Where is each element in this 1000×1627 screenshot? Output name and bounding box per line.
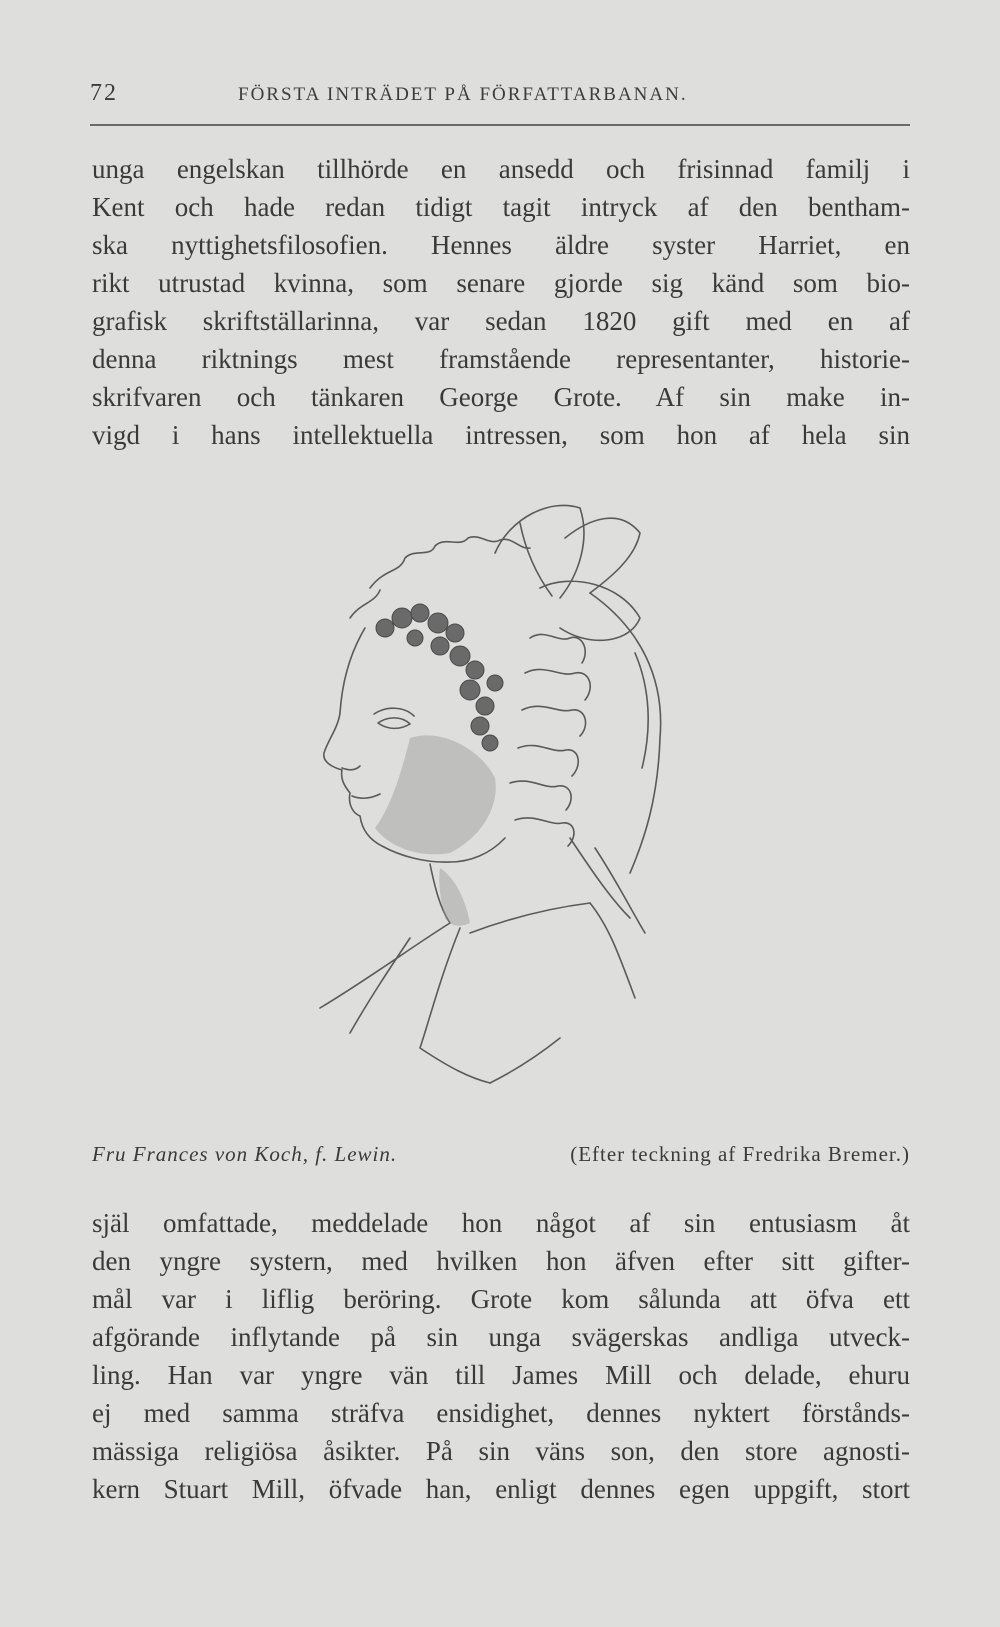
running-head: FÖRSTA INTRÄDET PÅ FÖRFATTARBANAN.: [238, 84, 688, 105]
text-line: afgörande inflytande på sin unga svägerskas andliga utveck-: [92, 1322, 910, 1352]
text-line: vigd i hans intellektuella intressen, som hon af hela sin: [92, 420, 910, 450]
body-text-bottom: [92, 1204, 910, 1508]
text-line: ej med samma sträfva ensidighet, dennes nyktert förstånds-: [92, 1398, 910, 1428]
page-number: 72: [90, 80, 118, 106]
text-line: rikt utrustad kvinna, som senare gjorde sig känd som bio-: [92, 268, 910, 298]
text-line: mässiga religiösa åsikter. På sin väns son, den store agnosti-: [92, 1436, 910, 1466]
figure-caption: [92, 1142, 910, 1176]
text-line: själ omfattade, meddelade hon något af sin entusiasm åt: [92, 1208, 910, 1238]
text-line: den yngre systern, med hvilken hon äfven efter sitt gifter-: [92, 1246, 910, 1276]
portrait-engraving-icon: [290, 478, 720, 1138]
text-line: mål var i liflig beröring. Grote kom sålunda att öfva ett: [92, 1284, 910, 1314]
text-line: grafisk skriftställarinna, var sedan 1820 gift med en af: [92, 306, 910, 336]
text-line: Kent och hade redan tidigt tagit intryck af den bentham-: [92, 192, 910, 222]
text-line: denna riktnings mest framstående representanter, historie-: [92, 344, 910, 374]
text-line: skrifvaren och tänkaren George Grote. Af sin make in-: [92, 382, 910, 412]
caption-name: Fru Frances von Koch, f. Lewin.: [92, 1142, 398, 1166]
text-line: unga engelskan tillhörde en ansedd och frisinnad familj i: [92, 154, 910, 184]
header-rule: [90, 124, 910, 126]
text-line: kern Stuart Mill, öfvade han, enligt dennes egen uppgift, stort: [92, 1474, 910, 1504]
text-line: ska nyttighetsfilosofien. Hennes äldre syster Harriet, en: [92, 230, 910, 260]
caption-credit: (Efter teckning af Fredrika Bremer.): [570, 1142, 910, 1166]
page-header: [90, 76, 910, 110]
body-text-top: [92, 150, 910, 454]
text-line: ling. Han var yngre vän till James Mill och delade, ehuru: [92, 1360, 910, 1390]
